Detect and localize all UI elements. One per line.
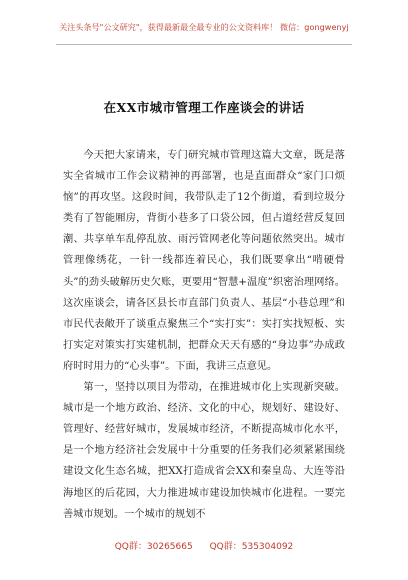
header-banner: 关注头条号"公文研究"，获得最新最全最专业的公文资料库！ 微信：gongwenyj	[59, 23, 349, 32]
document-title: 在XX市城市管理工作座谈会的讲话	[103, 100, 305, 115]
footer-contact	[0, 539, 408, 552]
footer-qq-group-2: QQ群：535304092	[209, 542, 294, 552]
body-paragraph: 今天把大家请来，专门研究城市管理这篇大文章，既是落实全省城市工作会议精神的再部署，也是直面群众“家门口烦恼”的再攻坚。这段时间，我带队走了12个街道，看到垃圾分类有了智能厢房，背街小巷多了口袋公园，但占道经营反复回潮、共享单车乱停乱放、雨污管网老化等问题依然突出。城市管理像绣花，一针一线都连着民心，我们既要拿出“啃硬骨头”的劲头破解历史欠账，更要用“智慧+温度”织密治理网络。这次座谈会，请各区县长市直部门负责人、基层“小巷总理”和市民代表敞开了谈重点聚焦三个“实打实”：实打实找短板、实打实定对策实打实建机制，把群众天天有感的“身边事”办成政府时时用力的“心头事”。下面，我讲三点意见。	[63, 150, 345, 372]
document-body	[63, 145, 345, 525]
body-paragraph: 第一，坚持以项目为带动，在推进城市化上实现新突破。城市是一个地方政治、经济、文化的中心，规划好、建设好、管理好、经营好城市，发展城市经济，不断提高城市化水平，是一个地方经济社会发展中十分重要的任务我们必须紧紧围绕建设文化生态名城，把XX打造成省会XX和秦皇岛、大连等沿海地区的后花园，大力推进城市建设加快城市化进程。一要完善城市规划。一个城市的规划不	[63, 382, 345, 520]
footer-qq-group-1: QQ群：30265665	[114, 542, 193, 552]
header-divider	[56, 44, 352, 45]
